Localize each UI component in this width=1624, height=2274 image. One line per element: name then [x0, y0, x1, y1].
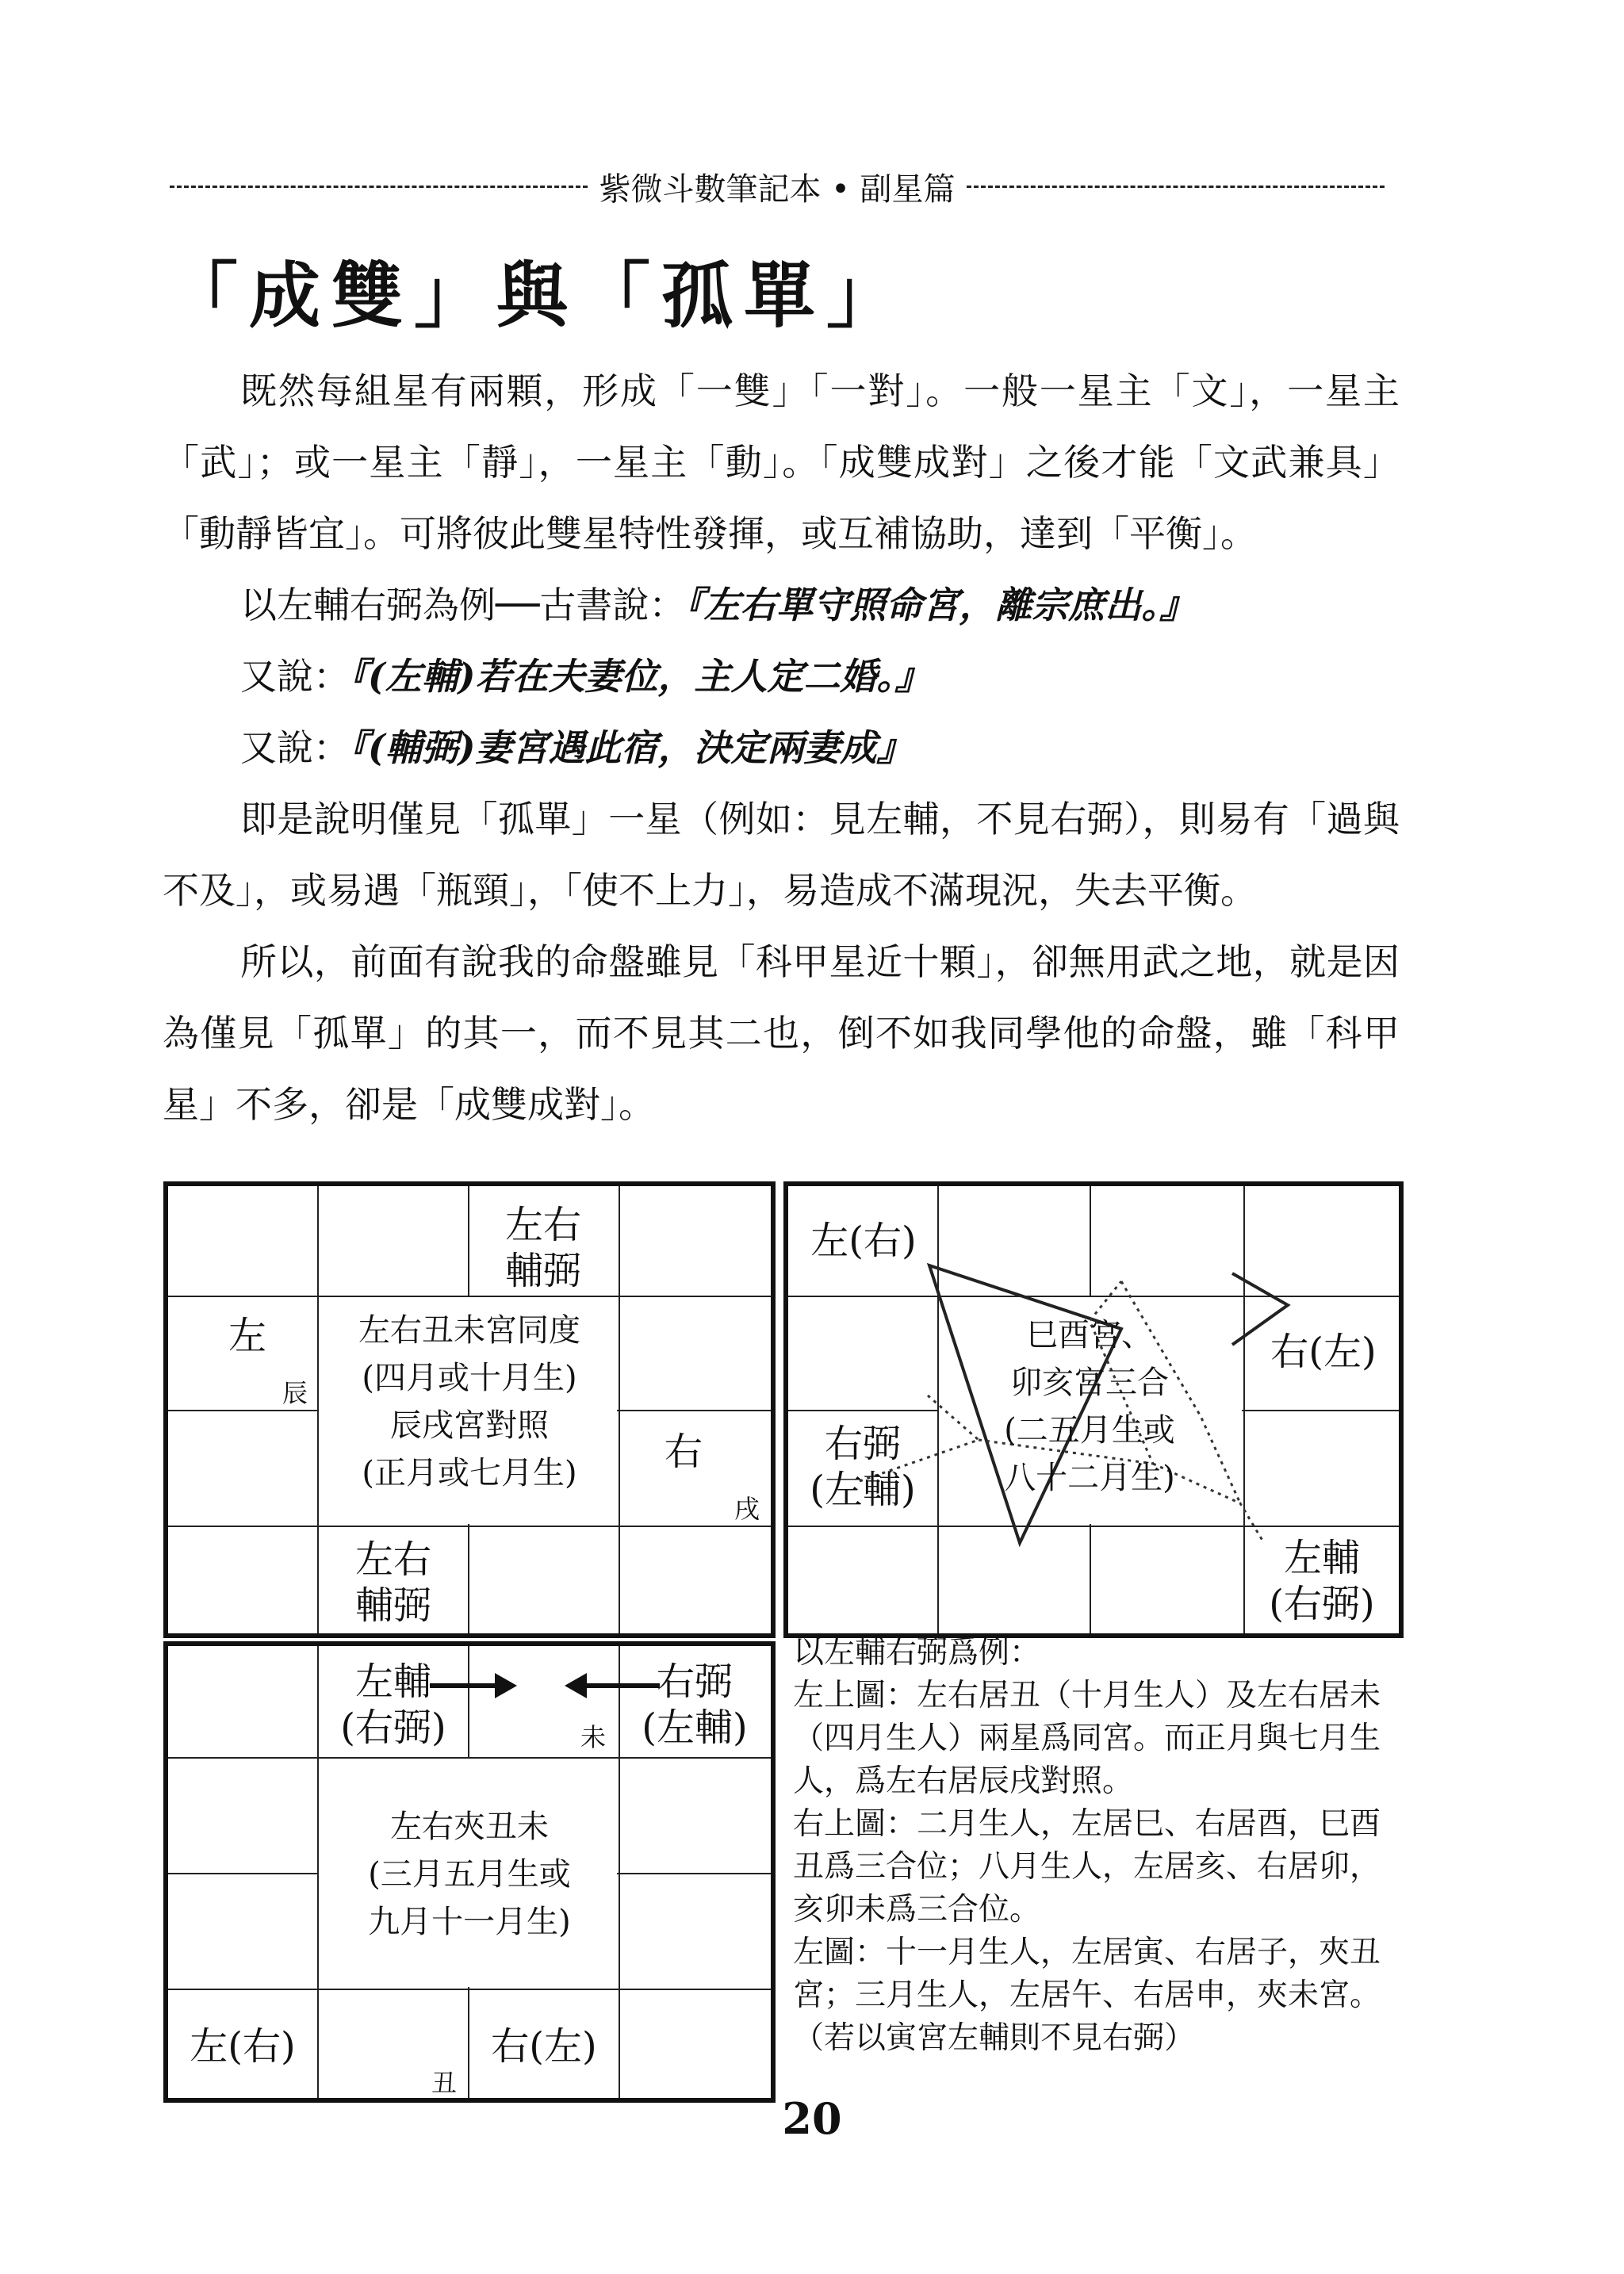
- tr-top-left-star: 左(右): [810, 1219, 917, 1263]
- tr-center-text: 巳酉宮、 卯亥宮三合 (二五月生或 八十二月生): [1004, 1317, 1175, 1496]
- bl-bottom-branch: 丑: [431, 2068, 457, 2098]
- chart-top-left: [163, 1181, 776, 1638]
- bl-top-right-star: 右弼 (左輔): [642, 1660, 748, 1750]
- header-dash-left: [170, 186, 588, 188]
- paragraph-4-quote: 『(輔弼)妻宮遇此宿，決定兩妻成』: [350, 726, 914, 769]
- page-number: 20: [782, 2093, 842, 2144]
- bl-bottom-left-star: 左(右): [190, 2024, 296, 2069]
- tl-left-star: 左: [228, 1314, 266, 1358]
- tr-left-star: 右弼 (左輔): [810, 1422, 916, 1512]
- header-dash-right: [967, 186, 1385, 188]
- paragraph-1: 既然每組星有兩顆，形成「一雙」「一對」。一般一星主「文」，一星主「武」；或一星主「靜」，一星主「動」。「成雙成對」之後才能「文武兼具」「動靜皆宜」。可將彼此雙星特性發揮，或互補協助，達到「平衡」。: [163, 369, 1400, 555]
- bl-center-text: 左右夾丑未 (三月五月生或 九月十一月生): [368, 1809, 571, 1940]
- tl-center-text: 左右丑未宮同度 (四月或十月生) 辰戌宮對照 (正月或七月生): [358, 1312, 580, 1491]
- chart-top-right: [783, 1181, 1404, 1638]
- tl-right-star: 右: [664, 1430, 703, 1474]
- paragraph-3-prefix: 又說：: [240, 655, 350, 698]
- paragraph-2: [163, 569, 1400, 641]
- chart-notes: 以左輔右弼爲例： 左上圖：左右居丑（十月生人）及左右居未（四月生人）兩星爲同宮。而正月與七月生人，爲左右居辰戌對照。 右上圖：二月生人，左居巳、右居酉，巳酉丑爲三合位；八月生人，左居亥、右居卯，亥卯未爲三合位。 左圖：十一月生人，左居寅、右居子，夾丑宮；三月生人，左居午、右居申，夾未宮。（若以寅宮左輔則不見右弼）: [793, 1635, 1381, 2056]
- tr-right-star: 右(左): [1270, 1330, 1377, 1374]
- paragraph-5: 即是說明僅見「孤單」一星（例如：見左輔，不見右弼），則易有「過與不及」，或易遇「瓶頸」，「使不上力」，易造成不滿現況，失去平衡。: [163, 798, 1400, 912]
- tl-top-cell-label: 左右 輔弼: [504, 1203, 581, 1293]
- tr-bottom-right-star: 左輔 (右弼): [1269, 1536, 1375, 1626]
- tl-left-branch: 辰: [282, 1378, 308, 1408]
- bl-top-left-star: 左輔 (右弼): [340, 1660, 446, 1750]
- paragraph-2-prefix: 以左輔右弼為例──古書說：: [240, 584, 686, 626]
- tl-bottom-cell-label: 左右 輔弼: [354, 1537, 431, 1628]
- chart-bottom-left: [163, 1641, 776, 2103]
- tl-right-branch: 戌: [733, 1494, 760, 1524]
- paragraph-4-prefix: 又說：: [240, 726, 350, 769]
- header-text: 紫微斗數筆記本 • 副星篇: [599, 170, 956, 208]
- bl-bottom-right-star: 右(左): [491, 2024, 597, 2069]
- paragraph-3: [163, 641, 1400, 712]
- section-title: 「成雙」與「孤單」: [167, 254, 909, 338]
- paragraph-3-quote: 『(左輔)若在夫妻位，主人定二婚。』: [350, 655, 932, 698]
- paragraph-6: 所以，前面有說我的命盤雖見「科甲星近十顆」，卻無用武之地，就是因為僅見「孤單」的其一，而不見其二也，倒不如我同學他的命盤，雖「科甲星」不多，卻是「成雙成對」。: [163, 940, 1400, 1126]
- running-header: [159, 163, 1396, 210]
- paragraph-2-quote: 『左右單守照命宮，離宗庶出。』: [685, 584, 1197, 626]
- paragraph-4: [163, 712, 1400, 783]
- bl-top-branch: 未: [580, 1722, 606, 1752]
